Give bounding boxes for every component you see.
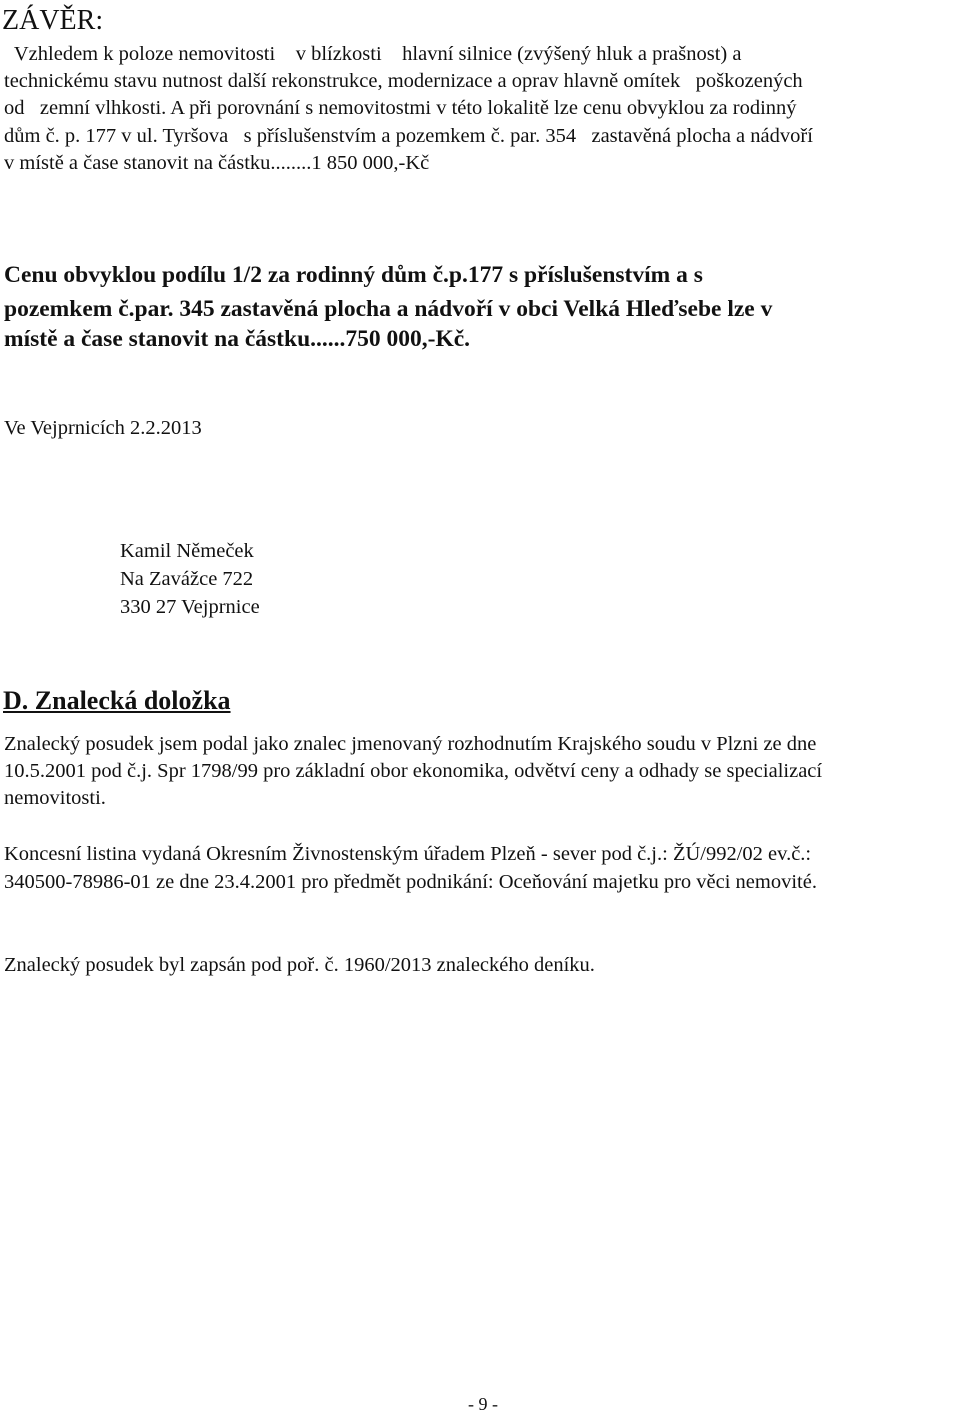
expert-clause-title: D. Znalecká doložka	[3, 686, 231, 715]
conclusion-paragraph-line: technickému stavu nutnost další rekonstrukce, modernizace a oprav hlavně omítek poškozených	[4, 70, 803, 92]
license-line: Koncesní listina vydaná Okresním Živnostenským úřadem Plzeň - sever pod č.j.: ŽÚ/992/02 ev.č.:	[4, 843, 812, 865]
share-value-line: místě a čase stanovit na částku......750 000,-Kč.	[4, 326, 471, 352]
conclusion-heading: ZÁVĚR:	[2, 5, 104, 36]
appointment-line: nemovitosti.	[4, 787, 106, 809]
conclusion-paragraph-line: od zemní vlhkosti. A při porovnání s nemovitostmi v této lokalitě lze cenu obvyklou za rodinný	[4, 97, 797, 119]
appointment-line: 10.5.2001 pod č.j. Spr 1798/99 pro základní obor ekonomika, odvětví ceny a odhady se specializací	[4, 760, 823, 782]
signature-city: 330 27 Vejprnice	[120, 596, 260, 618]
signature-name: Kamil Němeček	[120, 540, 254, 562]
conclusion-paragraph-line: Vzhledem k poloze nemovitosti v blízkosti hlavní silnice (zvýšený hluk a prašnost) a	[4, 43, 742, 65]
registry-line: Znalecký posudek byl zapsán pod poř. č. 1960/2013 znaleckého deníku.	[4, 954, 595, 976]
license-line: 340500-78986-01 ze dne 23.4.2001 pro předmět podnikání: Oceňování majetku pro věci nemovité.	[4, 871, 817, 893]
page-number: - 9 -	[468, 1394, 498, 1414]
share-value-line: Cenu obvyklou podílu 1/2 za rodinný dům č.p.177 s příslušenstvím a s	[4, 262, 703, 288]
appointment-line: Znalecký posudek jsem podal jako znalec jmenovaný rozhodnutím Krajského soudu v Plzni ze dne	[4, 733, 817, 755]
signature-street: Na Zavážce 722	[120, 568, 254, 590]
place-date: Ve Vejprnicích 2.2.2013	[4, 417, 202, 439]
conclusion-paragraph-line: v místě a čase stanovit na částku........1 850 000,-Kč	[4, 152, 430, 174]
conclusion-paragraph-line: dům č. p. 177 v ul. Tyršova s příslušenstvím a pozemkem č. par. 354 zastavěná plocha a nádvoří	[4, 125, 813, 147]
share-value-line: pozemkem č.par. 345 zastavěná plocha a nádvoří v obci Velká Hleďsebe lze v	[4, 296, 773, 322]
